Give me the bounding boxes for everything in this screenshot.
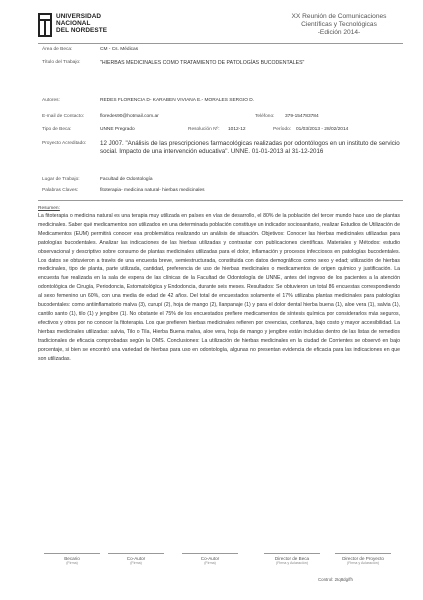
signature-line [44, 553, 100, 554]
signature-sub: (Firma y Aclaración) [276, 561, 308, 565]
university-name [56, 13, 107, 34]
palabras-label: Palabras Claves: [42, 188, 79, 193]
proyecto-label: Proyecto Acreditado: [42, 141, 87, 146]
tipo-value: UNNE Pregrado [100, 127, 135, 132]
event-title [269, 13, 409, 37]
signature-line [335, 553, 391, 554]
control-label: Control: [318, 577, 334, 582]
signature-line [264, 553, 320, 554]
telefono-value: 379-154783784 [285, 114, 319, 119]
palabras-value: fitoterapia- medicina natural- hierbas medicinales [100, 188, 205, 193]
signature-coautor-2 [182, 553, 238, 565]
signature-sub: (Firma y Aclaración) [347, 561, 379, 565]
periodo-value: 01/03/2013 - 28/02/2014 [296, 127, 349, 132]
lugar-label: Lugar de Trabajo: [42, 177, 80, 182]
control-value: 2Iq8dg/fh [334, 577, 353, 582]
resolucion-value: 1012-12 [228, 127, 246, 132]
event-edition: -Edición 2014- [317, 29, 361, 36]
signature-sub: (Firma) [66, 561, 78, 565]
control-code [318, 577, 353, 582]
signature-director-proyecto [330, 553, 396, 565]
autores-value: REDES FLORENCIA D- KARABEN VIVIANA E.- MORALES SERGIO D. [100, 98, 255, 103]
email-label: E-mail de Contacto: [42, 114, 85, 119]
university-line-3: DEL NORDESTE [56, 27, 108, 34]
event-line-2: Científicas y Tecnológicas [301, 21, 377, 28]
signature-sub: (Firma) [130, 561, 142, 565]
signature-coautor-1 [108, 553, 164, 565]
divider [38, 200, 403, 201]
area-label: Área de Beca: [42, 47, 73, 52]
email-value: floredes90@hotmail.com.ar [100, 114, 159, 119]
telefono-label: Teléfono: [255, 114, 275, 119]
university-line-1: UNIVERSIDAD [56, 13, 102, 20]
divider [38, 43, 403, 44]
signature-director-beca [262, 553, 322, 565]
tipo-label: Tipo de Beca: [42, 127, 72, 132]
resumen-label: Resumen: [38, 206, 60, 211]
signature-sub: (Firma) [204, 561, 216, 565]
university-logo [38, 13, 107, 37]
signature-title: Director de Beca [274, 556, 310, 561]
signature-title: Co-Autor [200, 556, 220, 561]
resumen-text: La fitoterapia o medicina natural es una terapia muy utilizada en países en vías de desarrollo, el 80% de la población del tercer mundo hace uso de plantas medicinales. Saber qué medicamentos son utilizados en una determinada población constituye un indicador sociosanitario, realizar Estudios de Utilización de Medicamentos (EUM) permitirá conocer esa problemática realizando un análisis de situación. Objetivos: Conocer las hierbas medicinales utilizadas para patologías bucodentales. Analizar las indicaciones de las hierbas utilizadas y contrastar con publicaciones científicas. Materiales y Métodos: estudio observacional y descriptivo sobre consumo de plantas medicinales utilizadas para el dolor, inflamación y procesos infecciosos en patologías bucodentales. Los datos se obtuvieron a través de una encuesta breve, semiestructurada, constituida con datos demográficos como sexo y edad; utilización de hierbas medicinales, tipo de planta, parte utilizada, cantidad, preferencia de uso de hierbas medicinales o medicamentos de origen químico y justificación. La encuesta fue realizada en la sala de espera de las clínicas de la Facultad de Odontología de UNNE, antes del ingreso de los pacientes a la atención odontológica de Cirugía, Periodoncia, Estomatológica y Endodoncia, durante seis meses. Resultados: Se obtuvieron un total 86 encuestas correspondiendo al sexo femenino un 60%, con una media de edad de 42 años. Del total de encuestados solamente el 17% utilizaba plantas medicinales para patologías bucodentales: como antiinflamatorio malva (3), curupí (2), hoja de mango (2), llanpanaje (1) y para el dolor dental hierba buena (1), aloe vera (1), salvia (1), cantilo santo (1), tilo (1) y jengibre (1). No obstante el 75% de los encuestados prefiere medicamentos de síntesis química por considerarlos más seguros, efectivos y otros por no conocer la fitoterapia. Los que prefieren hierbas medicinales refieren por creencias, confianza, bajo costo y mayor accesibilidad. La hierbas medicinales utilizadas: salvia, Tilo o Tila, Hierba Buena malva, aloe vera, hoja de mango y jengibre están incluidas dentro de las listas de remedios tradicionales de eficacia comprobadas según la OMS. Conclusiones: La utilización de hierbas medicinales en la ciudad de Corrientes se observó en bajo porcentaje, si bien se encontró una variedad de hierbas para uso en odontología, algunas no presentan evidencia de eficacia para las indicaciones en que son utilizadas. [38, 213, 400, 362]
university-crest-icon [38, 13, 52, 37]
signature-title: Co-Autor [126, 556, 146, 561]
university-line-2: NACIONAL [56, 20, 91, 27]
lugar-value: Facultad de Odontología [100, 177, 153, 182]
resolucion-label: Resolución Nº: [188, 127, 220, 132]
signature-becario [44, 553, 100, 565]
signature-line [108, 553, 164, 554]
periodo-label: Período: [273, 127, 292, 132]
titulo-label: Título del Trabajo: [42, 60, 81, 65]
event-line-1: XX Reunión de Comunicaciones [291, 13, 387, 20]
area-value: CM - Cs. Médicas [100, 47, 139, 52]
signature-title: Director de Proyecto [342, 556, 384, 561]
proyecto-value: 12 J007. "Análisis de las prescripciones farmacológicas realizadas por odontólogos en un instituto de servicio social. Impacto de una intervención educativa". UNNE. 01-01-2013 al 31-12-2016 [100, 140, 400, 155]
titulo-value: "HIERBAS MEDICINALES COMO TRATAMIENTO DE PATOLOGÍAS BUCODENTALES" [100, 60, 305, 66]
autores-label: Autores: [42, 98, 60, 103]
signature-line [182, 553, 238, 554]
signature-title: Becario [64, 556, 80, 561]
